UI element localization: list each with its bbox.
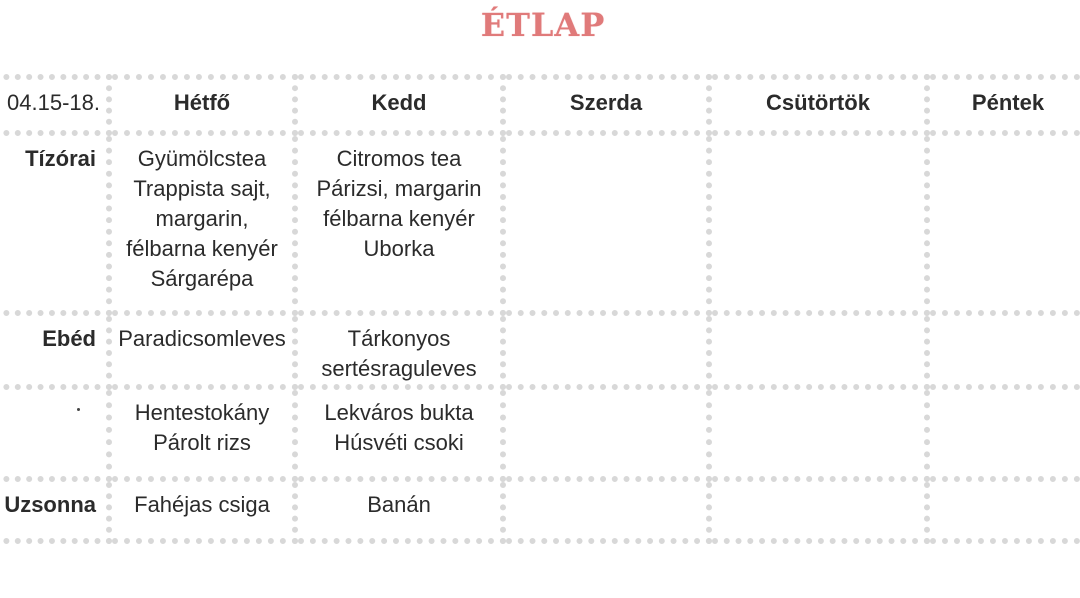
menu-cell xyxy=(506,482,712,544)
menu-title: ÉTLAP xyxy=(480,6,606,44)
menu-item-line: Paradicsomleves xyxy=(118,326,286,351)
meal-row-uzsonna xyxy=(0,482,1080,544)
day-header-monday: Hétfő xyxy=(112,74,298,136)
menu-item-line: Sárgarépa xyxy=(150,266,254,291)
scan-speck xyxy=(77,408,80,411)
meal-row-ebed-soup xyxy=(0,316,1080,390)
meal-label-empty xyxy=(0,390,112,482)
menu-item-line: Párolt rizs xyxy=(153,430,251,455)
day-header-friday: Péntek xyxy=(930,74,1080,136)
menu-item-line: félbarna kenyér xyxy=(323,206,475,231)
meal-row-tizorai xyxy=(0,136,1080,316)
day-header-wednesday: Szerda xyxy=(506,74,712,136)
menu-cell xyxy=(712,482,930,544)
meal-label-tizorai: Tízórai xyxy=(0,136,112,316)
menu-cell xyxy=(930,482,1080,544)
menu-cell xyxy=(298,482,506,544)
menu-cell xyxy=(298,136,506,316)
menu-item-line: margarin, xyxy=(155,206,249,231)
menu-cell xyxy=(712,390,930,482)
menu-item-line: Lekváros bukta xyxy=(324,400,474,425)
menu-item-line: Citromos tea xyxy=(336,146,462,171)
menu-item-line: Banán xyxy=(367,492,431,517)
menu-cell xyxy=(506,390,712,482)
menu-cell xyxy=(712,136,930,316)
day-header-tuesday: Kedd xyxy=(298,74,506,136)
menu-item-line: Trappista sajt, xyxy=(133,176,271,201)
menu-cell xyxy=(298,390,506,482)
menu-item-line: Húsvéti csoki xyxy=(334,430,464,455)
menu-item-line: Uborka xyxy=(363,236,435,261)
menu-cell xyxy=(930,136,1080,316)
header-row xyxy=(0,74,1080,136)
menu-item-line: sertésraguleves xyxy=(321,356,477,381)
meal-label-ebed: Ebéd xyxy=(0,316,112,390)
menu-cell xyxy=(506,316,712,390)
menu-cell xyxy=(112,316,298,390)
weekly-menu-table xyxy=(0,74,1080,544)
menu-item-line: Tárkonyos xyxy=(347,326,451,351)
menu-item-line: félbarna kenyér xyxy=(126,236,278,261)
menu-cell xyxy=(112,136,298,316)
menu-cell xyxy=(930,390,1080,482)
menu-item-line: Fahéjas csiga xyxy=(134,492,270,517)
date-range-header: 04.15-18. xyxy=(0,74,112,136)
menu-cell xyxy=(930,316,1080,390)
menu-item-line: Gyümölcstea xyxy=(137,146,267,171)
menu-cell xyxy=(112,482,298,544)
menu-item-line: Hentestokány xyxy=(134,400,270,425)
meal-label-uzsonna: Uzsonna xyxy=(0,482,112,544)
menu-cell xyxy=(506,136,712,316)
meal-row-ebed-main xyxy=(0,390,1080,482)
menu-cell xyxy=(712,316,930,390)
menu-cell xyxy=(112,390,298,482)
day-header-thursday: Csütörtök xyxy=(712,74,930,136)
menu-item-line: Párizsi, margarin xyxy=(316,176,482,201)
menu-cell xyxy=(298,316,506,390)
